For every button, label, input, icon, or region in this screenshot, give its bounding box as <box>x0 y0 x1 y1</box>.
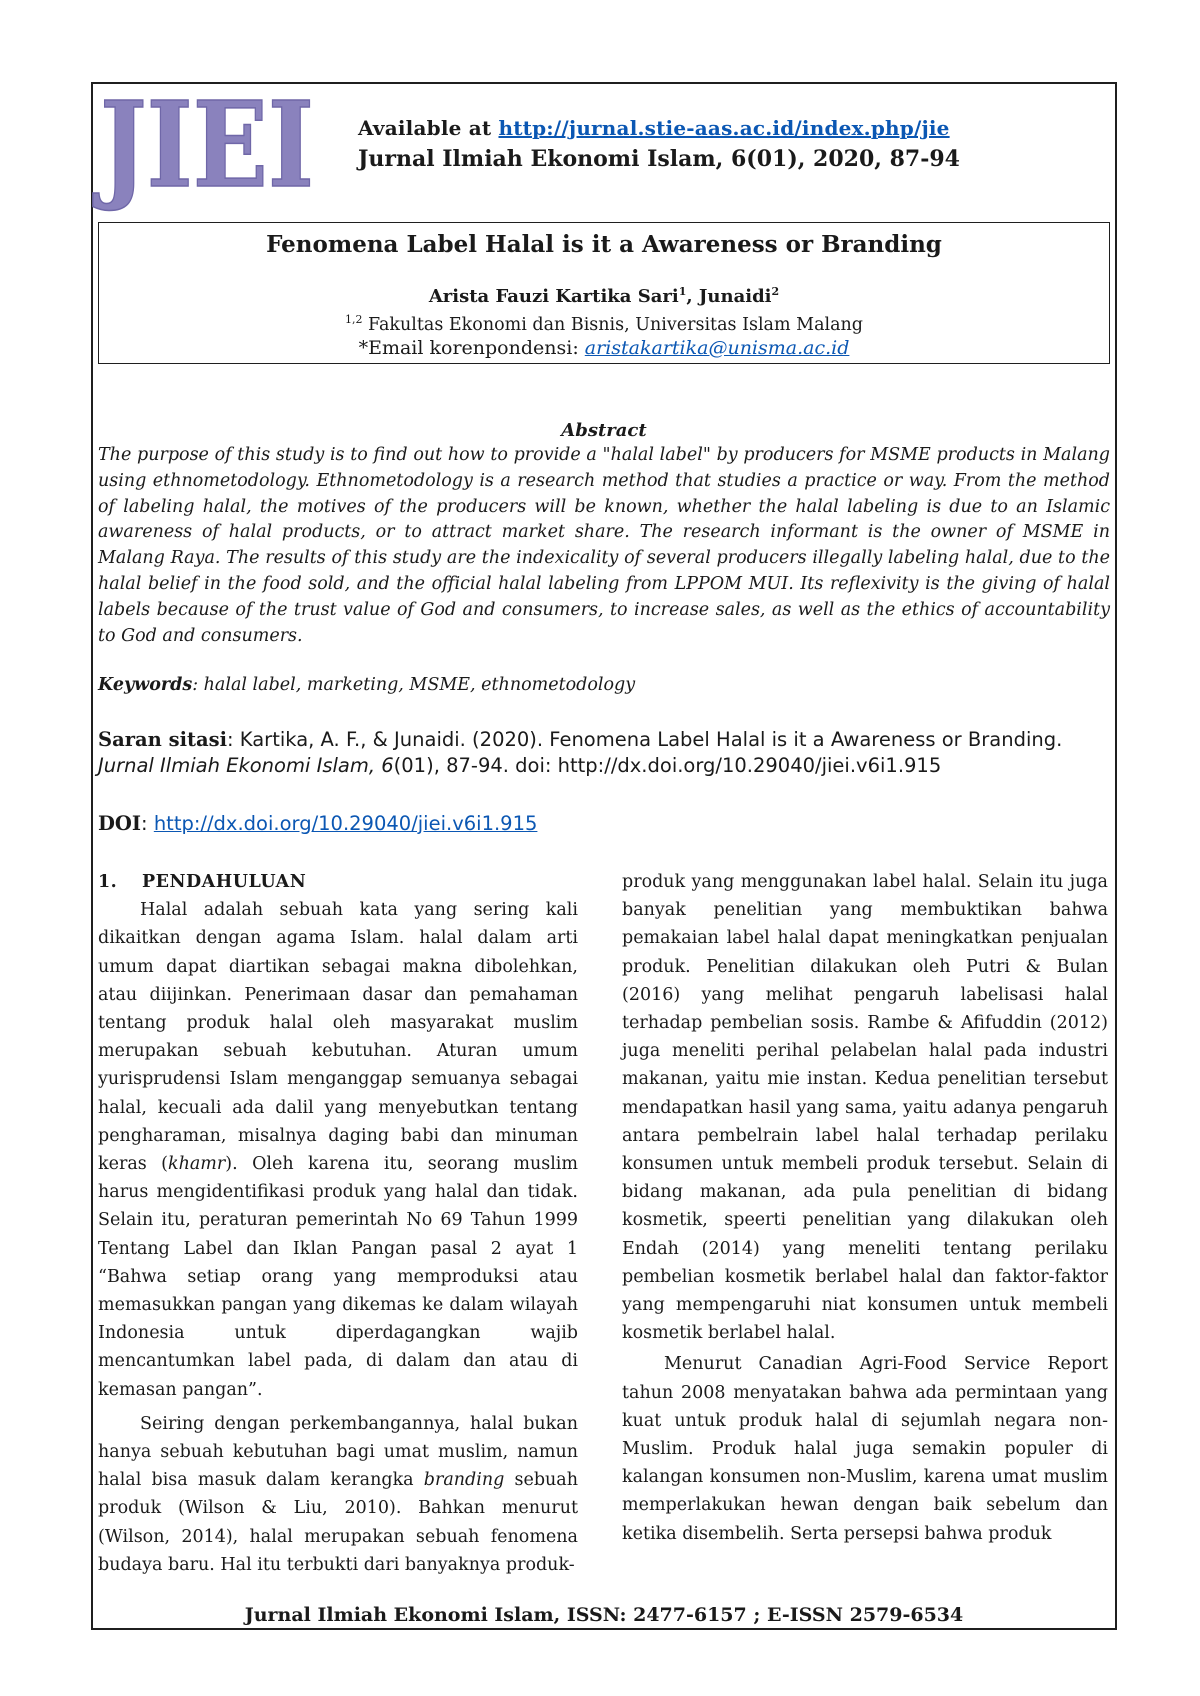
article-title: Fenomena Label Halal is it a Awareness or Branding <box>266 231 942 258</box>
paragraph-2 <box>98 1410 578 1579</box>
p1-italic: khamr <box>167 1154 226 1175</box>
keywords-label: Keywords <box>98 675 193 695</box>
logo-text: JIEI <box>92 75 314 214</box>
email-prefix: *Email korenpondensi: <box>358 337 585 359</box>
affiliation <box>99 313 1109 335</box>
email-link[interactable]: aristakartika@unisma.ac.id <box>584 337 850 359</box>
p1-text: Halal adalah sebuah kata yang sering kali dikaitkan dengan agama Islam. halal dalam arti umum dapat diartikan sebagai makna dibolehkan, atau diijinkan. Penerimaan dasar dan pemahaman tentang produk halal oleh masyarakat muslim merupakan sebuah kebutuhan. Aturan umum yurisprudensi Islam menganggap semuanya sebagai halal, kecuali ada dalil yang menyebutkan tentang pengharaman, misalnya daging babi dan minuman keras ( <box>98 900 578 1175</box>
abstract-heading: Abstract <box>561 420 647 441</box>
citation-label: Saran sitasi <box>98 728 228 751</box>
author-sep: , <box>686 286 699 307</box>
citation-journal: Jurnal Ilmiah Ekonomi Islam, 6 <box>98 754 394 777</box>
author-1-sup: 1 <box>678 285 687 298</box>
right-paragraph-1: produk yang menggunakan label halal. Selain itu juga banyak penelitian yang membuktikan bahwa pemakaian label halal dapat meningkatkan penjualan produk. Penelitian dilakukan oleh Putri & Bulan (2016) yang melihat pengaruh labelisasi halal terhadap pembelian sosis. Rambe & Afifuddin (2012) juga meneliti perihal pelabelan halal pada industri makanan, yaitu mie instan. Kedua penelitian tersebut mendapatkan hasil yang sama, yaitu adanya pengaruh antara pembelrain label halal terhadap perilaku konsumen untuk membeli produk tersebut. Selain di bidang makanan, ada pula penelitian di bidang kosmetik, speerti penelitian yang dilakukan oleh Endah (2014) yang meneliti tentang perilaku pembelian kosmetik berlabel halal dan faktor-faktor yang mempengaruhi niat konsumen untuk membeli kosmetik berlabel halal. <box>622 872 1108 1344</box>
author-2-sup: 2 <box>771 285 780 298</box>
journal-citation-header: Jurnal Ilmiah Ekonomi Islam, 6(01), 2020, 87-94 <box>358 146 960 172</box>
p2-text-a: Seiring dengan perkembangannya, halal bukan hanya sebuah kebutuhan bagi umat muslim, namun halal bisa masuk dalam kerangka <box>98 1413 578 1491</box>
section-number: 1. <box>98 872 118 892</box>
keywords <box>98 675 1110 695</box>
left-column <box>98 868 578 1579</box>
p1-rest: ). Oleh karena itu, seorang muslim harus mengidentifikasi produk yang halal dan tidak. Selain itu, peraturan pemerintah No 69 Tahun 1999 Tentang Label dan Iklan Pangan pasal 2 ayat 1 “Bahwa setiap orang yang memproduksi atau memasukkan pangan yang dikemas ke dalam wilayah Indonesia untuk diperdagangkan wajib mencantumkan label pada, di dalam dan atau di kemasan pangan”. <box>98 1154 578 1400</box>
citation-part1: : Kartika, A. F., & Junaidi. (2020). Fenomena Label Halal is it a Awareness or Branding. <box>227 728 1063 751</box>
jiei-logo <box>92 75 318 214</box>
affiliation-text: Fakultas Ekonomi dan Bisnis, Universitas Islam Malang <box>362 314 864 335</box>
journal-url-link[interactable]: http://jurnal.stie-aas.ac.id/index.php/jie <box>498 116 950 140</box>
available-prefix: Available at <box>358 116 499 140</box>
suggested-citation <box>98 727 1113 779</box>
right-column <box>622 868 1108 1548</box>
citation-part2: (01), 87-94. doi: http://dx.doi.org/10.29040/jiei.v6i1.915 <box>393 754 942 777</box>
doi-label: DOI <box>98 812 142 835</box>
section-title: PENDAHULUAN <box>142 872 307 892</box>
author-2: Junaidi <box>698 286 772 307</box>
authors <box>99 285 1109 307</box>
doi-link[interactable]: http://dx.doi.org/10.29040/jiei.v6i1.915 <box>153 812 538 835</box>
title-box <box>98 222 1110 364</box>
footer-issn: Jurnal Ilmiah Ekonomi Islam, ISSN: 2477-6157 ; E-ISSN 2579-6534 <box>244 1604 964 1626</box>
affiliation-sup: 1,2 <box>344 313 363 326</box>
right-paragraph-2: Menurut Canadian Agri-Food Service Report tahun 2008 menyatakan bahwa ada permintaan yang kuat untuk produk halal di sejumlah negara non-Muslim. Produk halal juga semakin populer di kalangan konsumen non-Muslim, karena umat muslim memperlakukan hewan dengan baik sebelum dan ketika disembelih. Serta persepsi bahwa produk <box>622 1354 1108 1544</box>
paragraph-1 <box>98 896 578 1404</box>
correspondence-email <box>99 337 1109 359</box>
p2-text-b: sebuah produk (Wilson & Liu, 2010). Bahkan menurut (Wilson, 2014), halal merupakan sebuah fenomena budaya baru. Hal itu terbukti dari banyaknya produk- <box>98 1470 579 1575</box>
p2-italic: branding <box>423 1470 505 1491</box>
author-1: Arista Fauzi Kartika Sari <box>428 286 679 307</box>
doi-line <box>98 812 537 835</box>
available-line <box>358 116 950 140</box>
abstract-text: The purpose of this study is to find out how to provide a "halal label" by producers for MSME products in Malang using ethnometodology. Ethnometodology is a research method that studies a practice or way. From the method of labeling halal, the motives of the producers will be known, whether the halal labeling is due to an Islamic awareness of halal products, or to attract market share. The research informant is the owner of MSME in Malang Raya. The results of this study are the indexicality of several producers illegally labeling halal, due to the halal belief in the food sold, and the official halal labeling from LPPOM MUI. Its reflexivity is the giving of halal labels because of the trust value of God and consumers, to increase sales, as well as the ethics of accountability to God and consumers. <box>98 445 1110 646</box>
section-heading <box>98 868 578 896</box>
keywords-text: : halal label, marketing, MSME, ethnometodology <box>192 675 636 695</box>
doi-sep: : <box>141 812 154 835</box>
